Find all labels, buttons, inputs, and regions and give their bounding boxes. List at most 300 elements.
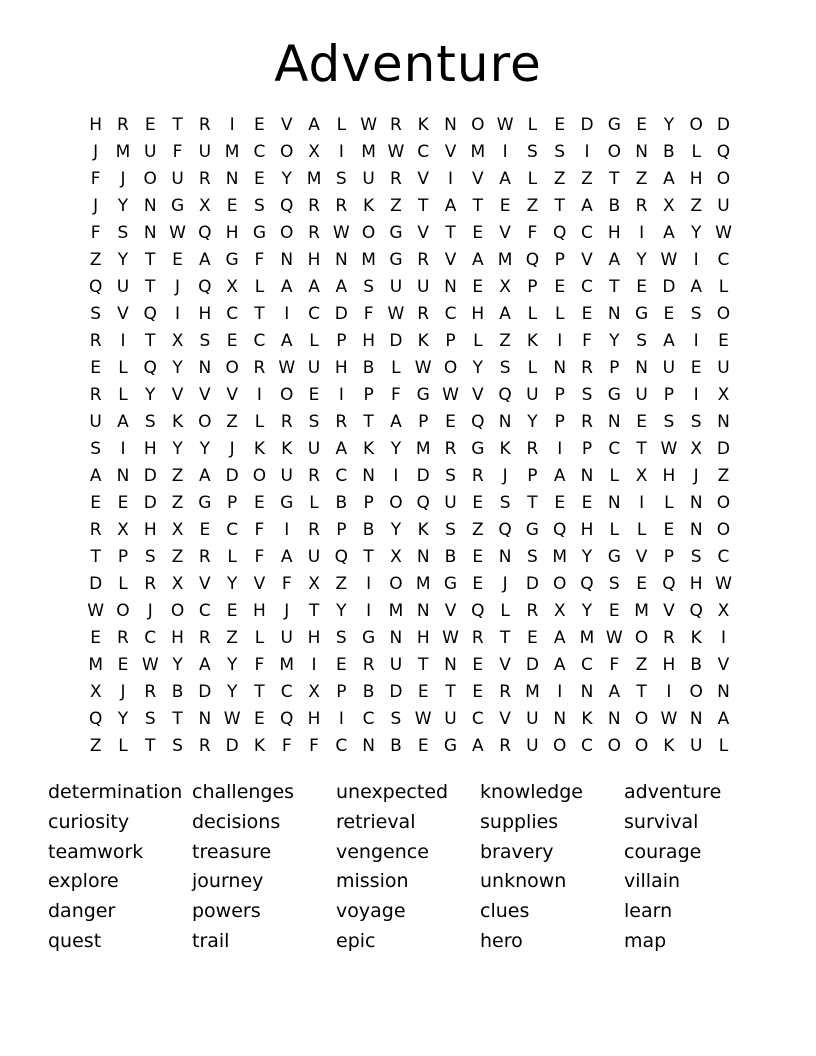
grid-letter: H [143,520,157,540]
grid-letter: W [141,655,159,675]
grid-letter: O [716,304,731,324]
grid-letter: N [717,412,730,432]
grid-letter: C [717,250,730,270]
grid-row [82,625,737,652]
grid-row [82,139,737,166]
grid-letter: E [636,574,647,594]
grid-letter: X [553,601,566,621]
grid-letter: Z [471,520,484,540]
grid-letter: R [308,520,320,540]
grid-letter: K [253,439,265,459]
word-item: explore [48,870,119,893]
grid-letter: P [336,520,347,540]
grid-letter: V [199,574,211,594]
grid-letter: Z [89,736,102,756]
grid-letter: A [471,736,484,756]
grid-letter: O [389,493,403,513]
grid-letter: P [527,466,538,486]
grid-letter: Y [172,655,183,675]
grid-letter: I [584,142,590,162]
grid-letter: L [118,736,128,756]
grid-letter: R [499,682,511,702]
grid-letter: C [581,277,593,297]
word-item: danger [48,900,116,923]
grid-letter: U [307,439,321,459]
grid-letter: D [716,115,731,135]
grid-letter: I [284,304,290,324]
grid-row [82,166,737,193]
grid-letter: T [145,277,156,297]
grid-letter: I [311,655,317,675]
grid-letter: A [581,196,593,216]
grid-letter: E [445,412,456,432]
grid-letter: O [225,358,239,378]
grid-letter: E [335,655,347,675]
grid-letter: I [366,601,372,621]
grid-letter: E [663,520,675,540]
grid-letter: Z [171,493,184,513]
grid-letter: H [662,466,676,486]
grid-row [82,328,737,355]
grid-letter: C [226,520,239,540]
word-item: map [624,929,667,952]
grid-letter: S [636,331,647,351]
grid-letter: C [581,655,593,675]
grid-letter: H [416,628,430,648]
grid-letter: T [172,115,183,135]
grid-letter: F [527,223,538,243]
grid-letter: R [471,628,484,648]
grid-letter: D [416,466,430,486]
grid-letter: U [307,358,321,378]
grid-letter: S [445,466,456,486]
grid-letter: A [553,628,566,648]
word-item: courage [624,840,702,863]
grid-letter: W [360,115,378,135]
grid-letter: T [145,331,156,351]
grid-letter: D [389,682,403,702]
grid-letter: Z [226,412,238,432]
grid-letter: N [553,358,567,378]
grid-letter: X [308,142,320,162]
grid-letter: L [254,412,265,432]
grid-letter: N [607,304,621,324]
grid-letter: V [471,169,484,189]
grid-letter: Q [525,250,540,270]
grid-letter: H [253,601,266,621]
grid-letter: I [639,223,645,243]
grid-letter: G [607,115,621,135]
grid-letter: S [172,736,183,756]
grid-letter: Q [143,304,157,324]
grid-letter: R [308,466,320,486]
grid-letter: N [444,277,457,297]
grid-letter: W [414,709,432,729]
grid-letter: N [198,358,212,378]
grid-letter: W [496,115,514,135]
grid-letter: J [502,574,508,594]
grid-letter: U [444,709,457,729]
grid-letter: D [662,277,676,297]
grid-letter: P [227,493,238,513]
grid-letter: V [499,709,511,729]
grid-row [82,517,737,544]
grid-letter: F [609,655,620,675]
grid-letter: W [223,709,241,729]
grid-letter: N [498,547,512,567]
grid-letter: N [334,250,348,270]
grid-letter: Y [226,682,238,702]
grid-letter: D [716,439,731,459]
grid-letter: T [418,196,429,216]
grid-letter: I [666,682,672,702]
grid-row [82,247,737,274]
grid-letter: D [580,115,594,135]
grid-letter: J [120,169,126,189]
grid-letter: Y [663,115,675,135]
grid-letter: Z [553,169,566,189]
word-item: survival [624,810,699,833]
grid-letter: L [609,466,620,486]
grid-letter: E [472,682,484,702]
grid-letter: R [362,655,375,675]
grid-letter: Q [580,574,594,594]
grid-letter: I [448,169,454,189]
grid-letter: C [362,709,375,729]
grid-letter: A [199,655,211,675]
grid-letter: A [717,709,730,729]
grid-letter: Q [143,358,157,378]
grid-letter: V [226,385,238,405]
grid-letter: X [690,439,702,459]
grid-letter: E [690,358,702,378]
grid-row [82,382,737,409]
grid-letter: C [608,439,621,459]
grid-letter: B [171,682,184,702]
grid-letter: F [254,547,265,567]
grid-letter: R [390,115,402,135]
grid-letter: X [717,385,730,405]
grid-letter: G [389,223,403,243]
grid-letter: R [89,331,102,351]
word-column [48,778,192,957]
grid-letter: K [417,520,429,540]
word-item: hero [480,929,523,952]
grid-letter: R [144,574,157,594]
grid-letter: R [280,412,293,432]
grid-letter: Q [553,223,567,243]
grid-letter: F [582,331,592,351]
grid-row [82,112,737,139]
grid-letter: C [581,223,593,243]
grid-letter: V [280,115,293,135]
grid-letter: E [172,250,183,270]
grid-letter: S [445,520,456,540]
grid-letter: O [716,493,731,513]
grid-letter: U [171,169,184,189]
grid-letter: G [225,250,239,270]
word-column [192,778,336,957]
grid-letter: K [281,439,293,459]
grid-letter: E [90,493,102,513]
grid-letter: P [117,547,129,567]
grid-letter: C [417,142,430,162]
grid-letter: R [499,736,511,756]
grid-letter: R [117,115,129,135]
word-item: adventure [624,781,722,803]
grid-letter: P [363,493,374,513]
grid-letter: R [390,169,402,189]
grid-letter: T [363,547,374,567]
grid-letter: E [581,493,593,513]
grid-letter: M [525,682,540,702]
grid-letter: M [115,142,131,162]
grid-letter: R [471,466,484,486]
grid-letter: Q [471,601,485,621]
grid-letter: B [362,682,375,702]
grid-letter: N [444,655,457,675]
grid-letter: N [689,709,703,729]
grid-letter: X [499,277,511,297]
grid-letter: R [308,196,320,216]
grid-letter: C [253,142,266,162]
word-item: trail [192,929,230,952]
grid-letter: Q [198,223,212,243]
grid-letter: V [444,142,457,162]
grid-letter: Y [281,169,292,189]
grid-letter: C [280,682,293,702]
grid-letter: N [607,412,621,432]
grid-letter: C [308,304,320,324]
word-item: powers [192,900,261,923]
grid-letter: M [388,601,404,621]
grid-letter: J [175,277,181,297]
grid-letter: E [254,709,265,729]
grid-letter: J [229,439,235,459]
grid-letter: R [662,628,675,648]
grid-letter: Z [171,547,184,567]
grid-letter: I [502,142,508,162]
grid-letter: H [143,439,157,459]
word-item: mission [336,870,409,893]
grid-letter: Y [172,439,183,459]
grid-letter: P [445,331,456,351]
grid-letter: L [718,277,729,297]
grid-letter: L [309,493,319,513]
grid-letter: R [253,358,266,378]
grid-letter: E [199,520,211,540]
grid-letter: S [390,709,402,729]
grid-letter: I [284,520,290,540]
grid-letter: W [414,358,432,378]
grid-letter: T [90,547,101,567]
grid-letter: M [88,655,103,675]
grid-letter: M [497,250,513,270]
grid-letter: R [417,304,430,324]
grid-letter: F [363,304,374,324]
grid-letter: M [579,628,595,648]
grid-letter: D [334,304,348,324]
grid-letter: T [145,250,156,270]
grid-letter: S [254,196,265,216]
grid-letter: R [308,223,320,243]
grid-letter: Z [581,169,593,189]
grid-letter: C [226,304,239,324]
grid-letter: G [280,493,294,513]
grid-letter: S [335,628,347,648]
word-item: villain [624,870,681,893]
grid-letter: H [171,628,184,648]
grid-letter: Z [226,628,238,648]
grid-letter: X [171,520,184,540]
grid-letter: D [389,331,403,351]
grid-letter: M [470,142,486,162]
grid-letter: L [309,331,319,351]
grid-letter: A [608,250,621,270]
grid-letter: N [689,493,703,513]
word-item: curiosity [48,810,130,833]
word-item: unexpected [336,781,449,803]
grid-row [82,571,737,598]
grid-letter: K [581,709,593,729]
grid-letter: U [280,628,293,648]
grid-letter: O [689,115,703,135]
grid-letter: P [336,331,347,351]
grid-letter: K [663,736,675,756]
grid-letter: I [393,466,399,486]
grid-letter: D [143,466,157,486]
grid-letter: T [254,682,265,702]
grid-letter: U [717,358,730,378]
grid-letter: G [634,304,649,324]
grid-letter: F [254,520,265,540]
grid-letter: M [415,574,431,594]
grid-letter: A [280,547,293,567]
grid-letter: Q [498,520,512,540]
grid-letter: H [689,169,703,189]
grid-letter: L [391,358,401,378]
grid-letter: C [198,601,211,621]
grid-letter: P [663,385,675,405]
grid-letter: J [502,466,508,486]
grid-letter: E [226,601,238,621]
grid-letter: A [663,223,675,243]
grid-letter: T [609,169,620,189]
word-column [480,778,624,957]
grid-letter: L [718,736,729,756]
grid-row [82,220,737,247]
grid-letter: Y [117,196,129,216]
grid-row [82,463,737,490]
grid-letter: I [366,574,372,594]
grid-letter: N [580,682,594,702]
grid-letter: X [635,466,648,486]
grid-letter: A [553,466,566,486]
grid-letter: T [636,439,647,459]
grid-letter: U [526,385,539,405]
grid-letter: X [390,547,402,567]
grid-letter: N [416,547,430,567]
grid-letter: E [554,277,566,297]
grid-letter: N [635,358,648,378]
grid-row [82,598,737,625]
grid-row [82,544,737,571]
grid-letter: N [389,628,403,648]
grid-letter: I [693,250,699,270]
grid-letter: B [444,547,457,567]
grid-letter: D [225,466,239,486]
grid-row [82,409,737,436]
grid-letter: L [227,547,237,567]
grid-letter: R [198,547,211,567]
grid-letter: L [527,358,538,378]
grid-letter: A [199,466,211,486]
grid-letter: E [226,196,238,216]
grid-letter: O [361,223,376,243]
grid-letter: G [252,223,267,243]
grid-letter: U [526,709,539,729]
grid-letter: P [554,250,565,270]
grid-letter: A [390,412,402,432]
grid-letter: H [580,520,594,540]
grid-letter: Q [662,574,676,594]
grid-letter: U [144,142,157,162]
grid-letter: R [581,358,593,378]
grid-letter: L [118,358,128,378]
grid-letter: Q [280,196,294,216]
grid-letter: P [554,412,565,432]
grid-letter: T [172,709,183,729]
grid-letter: A [89,466,102,486]
grid-letter: X [308,682,320,702]
grid-letter: P [663,547,675,567]
grid-letter: R [89,385,102,405]
grid-letter: C [471,709,484,729]
grid-letter: Q [88,709,103,729]
grid-letter: W [87,601,105,621]
grid-letter: L [527,304,538,324]
grid-row [82,274,737,301]
word-item: bravery [480,840,554,863]
grid-letter: S [117,223,129,243]
grid-letter: E [308,385,320,405]
grid-letter: N [607,709,621,729]
grid-letter: F [309,736,319,756]
grid-letter: B [663,142,675,162]
grid-letter: F [254,655,265,675]
grid-letter: Y [636,250,647,270]
grid-letter: X [171,574,184,594]
grid-letter: V [635,547,648,567]
grid-letter: W [660,709,678,729]
grid-letter: V [717,655,730,675]
grid-letter: E [636,115,647,135]
grid-letter: T [254,304,265,324]
grid-letter: W [332,223,350,243]
grid-letter: Q [498,385,512,405]
grid-letter: Y [117,709,129,729]
grid-letter: L [554,304,565,324]
grid-letter: B [335,493,348,513]
grid-letter: M [634,601,649,621]
grid-letter: T [145,736,156,756]
grid-row [82,652,737,679]
grid-letter: K [417,331,429,351]
grid-letter: E [90,358,102,378]
word-item: treasure [192,840,272,863]
grid-letter: S [499,358,511,378]
grid-letter: X [199,196,211,216]
